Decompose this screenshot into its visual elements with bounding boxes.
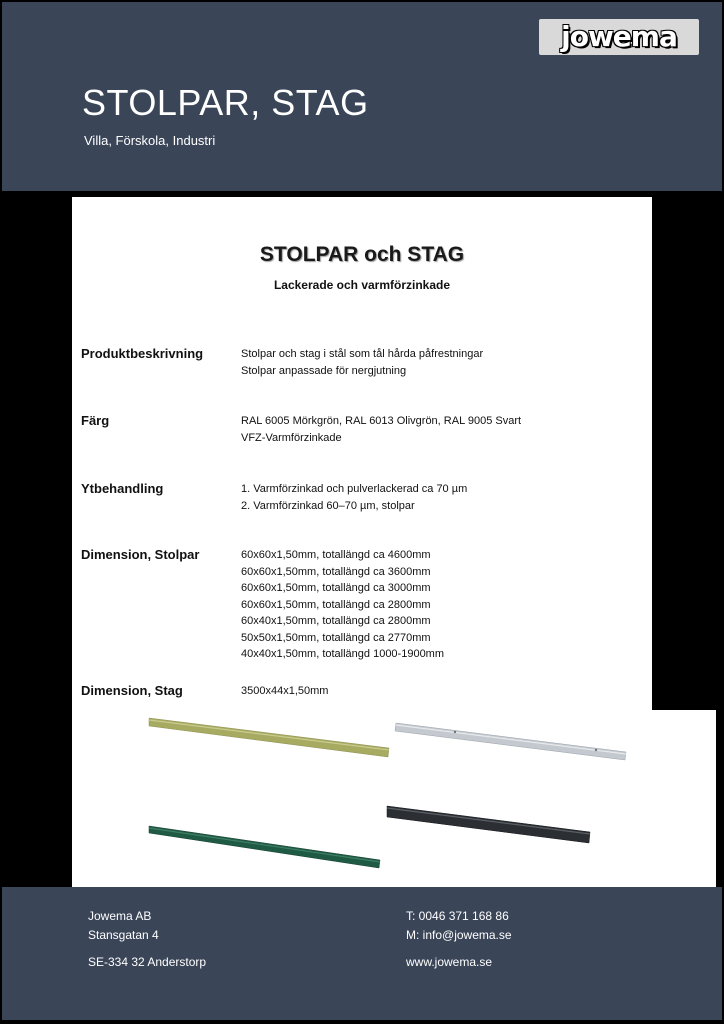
label-dimension-stolpar: Dimension, Stolpar bbox=[81, 547, 200, 562]
label-dimension-stag: Dimension, Stag bbox=[81, 683, 183, 698]
value-line: 60x60x1,50mm, totallängd ca 4600mm bbox=[241, 549, 431, 561]
black-post-image bbox=[387, 806, 590, 843]
page-title: STOLPAR, STAG bbox=[82, 82, 369, 123]
footer-phone: T: 0046 371 168 86 bbox=[406, 909, 509, 923]
value-line: 60x60x1,50mm, totallängd ca 3600mm bbox=[241, 565, 431, 578]
footer-company: Jowema AB bbox=[88, 909, 152, 923]
document-subtitle: Lackerade och varmförzinkade bbox=[273, 278, 451, 292]
footer-email: M: info@jowema.se bbox=[406, 928, 512, 942]
galvanized-post-image bbox=[395, 723, 626, 760]
value-line: 40x40x1,50mm, totallängd 1000-1900mm bbox=[241, 648, 445, 660]
value-line: 60x60x1,50mm, totallängd ca 2800mm bbox=[241, 598, 431, 611]
value-line: 3500x44x1,50mm bbox=[241, 685, 329, 697]
value-line: 60x40x1,50mm, totallängd ca 2800mm bbox=[241, 615, 431, 627]
value-line: 50x50x1,50mm, totallängd ca 2770mm bbox=[241, 631, 431, 644]
value-line: 1. Varmförzinkad och pulverlackerad ca 70 µm bbox=[241, 483, 468, 495]
value-line: RAL 6005 Mörkgrön, RAL 6013 Olivgrön, RAL 9005 Svart bbox=[241, 415, 522, 427]
footer-web: www.jowema.se bbox=[406, 955, 493, 969]
green-post-image bbox=[149, 826, 380, 868]
value-line: Stolpar och stag i stål som tål hårda påfrestningar bbox=[241, 348, 484, 360]
label-ytbehandling: Ytbehandling bbox=[81, 481, 164, 496]
document-title: STOLPAR och STAG bbox=[259, 243, 465, 266]
value-line: VFZ-Varmförzinkade bbox=[241, 431, 342, 444]
label-farg: Färg bbox=[81, 413, 110, 428]
olive-post-image bbox=[149, 718, 389, 757]
value-line: Stolpar anpassade för nergjutning bbox=[241, 364, 407, 377]
logo-text: jowema bbox=[561, 20, 677, 53]
footer-street: Stansgatan 4 bbox=[88, 928, 159, 942]
value-line: 60x60x1,50mm, totallängd ca 3000mm bbox=[241, 582, 431, 594]
footer-postal: SE-334 32 Anderstorp bbox=[88, 955, 207, 969]
value-line: 2. Varmförzinkad 60–70 µm, stolpar bbox=[241, 499, 415, 512]
footer bbox=[2, 887, 722, 1020]
page-subtitle: Villa, Förskola, Industri bbox=[84, 133, 216, 148]
label-produktbeskrivning: Produktbeskrivning bbox=[81, 346, 204, 361]
